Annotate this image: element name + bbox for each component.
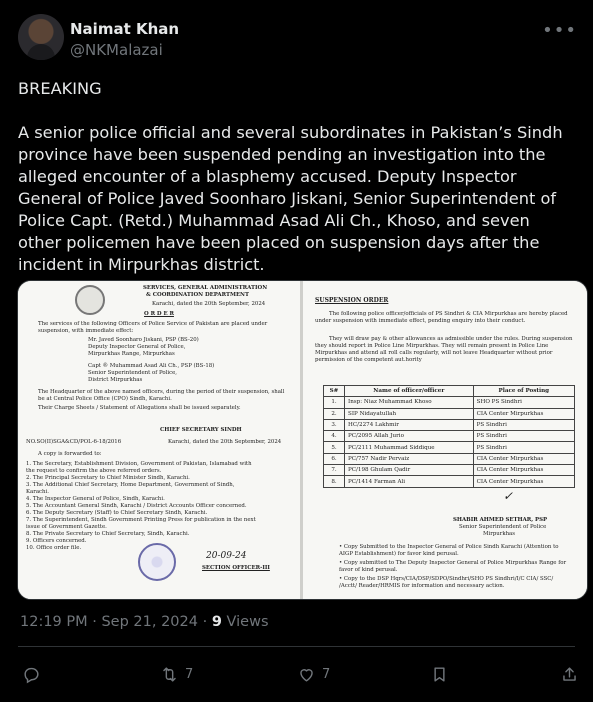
cell-sn: 5. [324, 442, 345, 453]
more-icon[interactable]: ••• [542, 20, 577, 41]
forwarded-label: A copy is forwarded to: [38, 451, 102, 457]
divider [18, 646, 575, 647]
order-para-3: Their Charge Sheets / Statement of Allegations shall be issued separately. [38, 405, 241, 411]
officer-2-line-1: Capt ® Muhammad Asad Ali Ch., PSP (BS-18) [88, 363, 215, 369]
views-label: Views [221, 614, 269, 630]
reference-date: Karachi, dated the 20th September, 2024 [168, 439, 282, 445]
retweet-icon [160, 665, 179, 684]
cell-posting: PS Sindhri [473, 442, 574, 453]
official-stamp [138, 543, 176, 581]
officer-1-line-1: Mr. Javed Soonharo Jiskani, PSP (BS-20) [88, 337, 199, 343]
officer-signature-mark: ✓ [503, 489, 514, 503]
table-row [324, 453, 575, 464]
action-bar [0, 660, 593, 690]
copy-line: • Copy Submitted to the Inspector General of Police Sindh Karachi (Attention to [339, 544, 559, 550]
susp-para-1a: The following police officer/officials of PS Sindhri & CIA Mirpurkhas are hereby placed [329, 311, 568, 317]
table-row [324, 431, 575, 442]
signer-title-2: Mirpurkhas [483, 531, 516, 537]
cc-line: 2. The Principal Secretary to Chief Minister Sindh, Karachi. [26, 475, 190, 481]
cell-sn: 2. [324, 408, 345, 419]
cell-name: PC/2111 Muhammad Siddique [345, 442, 474, 453]
table-row [324, 419, 575, 430]
cc-line: 3. The Additional Chief Secretary, Home Department, Government of Sindh, [26, 482, 235, 488]
suspension-table [323, 385, 575, 488]
bookmark-icon [430, 665, 449, 684]
retweet-count: 7 [185, 666, 194, 682]
cell-posting: CIA Center Mirpurkhas [473, 476, 574, 487]
cell-sn: 3. [324, 419, 345, 430]
table-header-row [324, 386, 575, 397]
table-row [324, 465, 575, 476]
document-right[interactable] [303, 281, 587, 599]
share-button[interactable] [560, 660, 579, 688]
col-header-sn: S# [324, 386, 345, 397]
cc-line: issue of Government Gazette. [26, 524, 107, 530]
cc-line: 7. The Superintendent, Sindh Government Printing Press for publication in the next [26, 517, 256, 523]
bookmark-button[interactable] [430, 660, 449, 688]
table-row [324, 397, 575, 408]
signer-name: SHABIR AHMED SETHAR, PSP [453, 517, 548, 523]
table-row [324, 408, 575, 419]
copy-line: /Acctt/ Reader/HRMIS for information and necessary action. [339, 583, 505, 589]
tweet-text [18, 78, 578, 276]
cell-name: PC/757 Nadir Pervaiz [345, 453, 474, 464]
cell-posting: CIA Center Mirpurkhas [473, 408, 574, 419]
signature: 20-09-24 [206, 551, 247, 561]
like-button[interactable] [297, 660, 330, 688]
copy-line: favor of kind perusal. [339, 567, 398, 573]
officer-1-line-3: Mirpurkhas Range, Mirpurkhas [88, 351, 175, 357]
cell-posting: PS Sindhri [473, 431, 574, 442]
col-header-name: Name of officer/officer [345, 386, 474, 397]
copy-line: • Copy submitted to The Deputy Inspector General of Police Mirpurkhas Range for [339, 560, 567, 566]
cell-sn: 1. [324, 397, 345, 408]
order-para-2: The Headquarter of the above named officers, during the period of their suspension, shall be at Central Police Office (CPO) Sindh, Karachi. [38, 389, 285, 402]
cell-posting: SHO PS Sindhri [473, 397, 574, 408]
cell-name: SIP Nidayatullah [345, 408, 474, 419]
cc-line: 9. Officers concerned. [26, 538, 87, 544]
signatory: CHIEF SECRETARY SINDH [160, 427, 242, 433]
reference-number: NO.SO(II)SGA&CD/POL-6-18/2016 [26, 439, 122, 445]
tweet-body: A senior police official and several subordinates in Pakistan’s Sindh province have been suspended pending an investigation into the alleged encounter of a blasphemy accused. Deputy Inspector General of Police Javed Soonharo Jiskani, Senior Superintendent of Police Capt. (Retd.) Muhammad Asad Ali Ch., Khoso, and seven other policemen have been placed on suspension days after the incident in Mirpurkhas district. [18, 123, 563, 274]
susp-para-2c: Mirpurkhas and attend all roll calls regularly, will not leave Headquarter without prior [315, 350, 553, 356]
susp-para-2b: they should report in Police Line Mirpurkhas. They will remain present in Police Line [315, 343, 549, 349]
susp-para-2d: permission of the competent aut.hority [315, 357, 422, 363]
officer-1-line-2: Deputy Inspector General of Police, [88, 344, 186, 350]
order-title: O R D E R [144, 311, 174, 317]
share-icon [560, 665, 579, 684]
susp-para-2a: They will draw pay & other allowances as admissible under the rules. During suspension [329, 336, 573, 342]
col-header-posting: Place of Posting [473, 386, 574, 397]
table-row [324, 442, 575, 453]
cc-line: 1. The Secretary, Establishment Division, Government of Pakistan, Islamabad with [26, 461, 252, 467]
susp-para-1b: under suspension with immediate effect, pending enquiry into their conduct. [315, 318, 526, 324]
cell-name: HC/2274 Lakhmir [345, 419, 474, 430]
signer-title-1: Senior Superintendent of Police [459, 524, 547, 530]
document-left[interactable] [18, 281, 300, 599]
tweet-meta [20, 614, 269, 630]
author-handle[interactable]: @NKMalazai [70, 41, 163, 59]
author-name[interactable]: Naimat Khan [70, 20, 180, 38]
avatar[interactable] [18, 14, 64, 60]
cell-sn: 7. [324, 465, 345, 476]
cc-line: 6. The Deputy Secretary (Staff) to Chief Secretary Sindh, Karachi. [26, 510, 208, 516]
section-officer: SECTION OFFICER-III [202, 565, 270, 571]
tweet-header [18, 14, 583, 64]
cell-posting: CIA Center Mirpurkhas [473, 453, 574, 464]
cell-name: PC/1414 Farman Ali [345, 476, 474, 487]
like-count: 7 [322, 666, 331, 682]
reply-icon [22, 665, 41, 684]
timestamp[interactable]: 12:19 PM · Sep 21, 2024 · [20, 614, 212, 630]
cell-name: Insp: Niaz Muhammad Khoso [345, 397, 474, 408]
cell-sn: 8. [324, 476, 345, 487]
cc-line: 5. The Accountant General Sindh, Karachi / District Accounts Officer concerned. [26, 503, 247, 509]
reply-button[interactable] [22, 660, 41, 688]
cell-name: PC/2095 Allah Jurio [345, 431, 474, 442]
cell-sn: 6. [324, 453, 345, 464]
suspension-order-title: SUSPENSION ORDER [315, 297, 389, 304]
copy-line: AIGP Establishment) for favor kind perusal. [339, 551, 459, 557]
views-count: 9 [211, 614, 222, 630]
officer-2-line-2: Senior Superintendent of Police, [88, 370, 177, 376]
retweet-button[interactable] [160, 660, 193, 688]
cell-posting: CIA Center Mirpurkhas [473, 465, 574, 476]
dept-line-1: SERVICES, GENERAL ADMINISTRATION [143, 285, 268, 291]
cc-line: 8. The Private Secretary to Chief Secretary, Sindh, Karachi. [26, 531, 190, 537]
cc-line: 10. Office order file. [26, 545, 82, 551]
cc-line: 4. The Inspector General of Police, Sindh, Karachi. [26, 496, 165, 502]
dept-line-2: & COORDINATION DEPARTMENT [146, 292, 249, 298]
cell-sn: 4. [324, 431, 345, 442]
officer-2-line-3: District Mirpurkhas [88, 377, 143, 383]
order-para-1: The services of the following Officers of Police Service of Pakistan are placed under suspension, with immediate effect: [38, 321, 268, 334]
cell-posting: PS Sindhri [473, 419, 574, 430]
government-seal [75, 285, 105, 315]
order-date: Karachi, dated the 20th September, 2024 [152, 301, 266, 307]
cc-line: Karachi. [26, 489, 49, 495]
tweet-heading: BREAKING [18, 79, 102, 98]
tweet-media[interactable] [17, 280, 588, 600]
like-icon [297, 665, 316, 684]
copy-line: • Copy to the DSP Hqrs/CIA/DSP/SDPO/Sindhri/SHO PS Sindhri/I/C CIA/ SSC/ [339, 576, 554, 582]
cell-name: PC/198 Ghulam Qadir [345, 465, 474, 476]
table-row [324, 476, 575, 487]
cc-line: the request to confirm the above referred orders. [26, 468, 162, 474]
